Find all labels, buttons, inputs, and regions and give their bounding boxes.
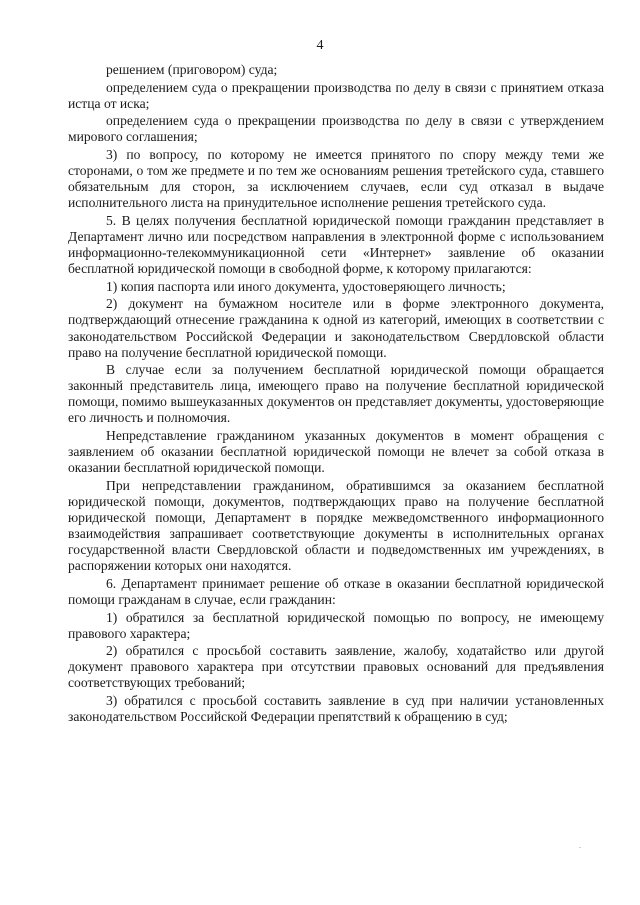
paragraph: 3) по вопросу, по которому не имеется принятого по спору между теми же сторонами, о том же предмете и по тем же основаниям решения третейского суда, ставшего обязательным для сторон, за исключением случаев, если суд отказал в выдаче исполнительного листа на принудительное исполнение решения третейского суда. bbox=[68, 146, 604, 211]
page-number: 4 bbox=[316, 38, 324, 53]
paragraph: определением суда о прекращении производства по делу в связи с утверждением мирового соглашения; bbox=[68, 113, 604, 145]
paragraph: В случае если за получением бесплатной юридической помощи обращается законный представитель лица, имеющего право на получение бесплатной юридической помощи, помимо вышеуказанных документов он представляет документы, удостоверяющие его личность и полномочия. bbox=[68, 362, 604, 426]
paragraph: 6. Департамент принимает решение об отказе в оказании бесплатной юридической помощи гражданам в случае, если гражданин: bbox=[68, 575, 604, 607]
paragraph: Непредставление гражданином указанных документов в момент обращения с заявлением об оказании бесплатной юридической помощи не влечет за собой отказа в оказании бесплатной юридической помощи. bbox=[68, 428, 604, 476]
paragraph: 1) обратился за бесплатной юридической помощью по вопросу, не имеющему правового характера; bbox=[68, 609, 604, 641]
scan-speck bbox=[579, 847, 581, 848]
document-body bbox=[68, 62, 604, 727]
paragraph: решением (приговором) суда; bbox=[106, 62, 278, 77]
paragraph: 2) документ на бумажном носителе или в форме электронного документа, подтверждающий отнесение гражданина к одной из категорий, имеющих в соответствии с законодательством Российской Федерации и законодательством Свердловской области право на получение бесплатной юридической помощи. bbox=[68, 296, 604, 360]
paragraph: 2) обратился с просьбой составить заявление, жалобу, ходатайство или другой документ правового характера при отсутствии правовых оснований для предъявления соответствующих требований; bbox=[68, 643, 604, 691]
paragraph: При непредставлении гражданином, обратившимся за оказанием бесплатной юридической помощи, документов, подтверждающих право на получение бесплатной юридической помощи, Департамент в порядке межведомственного информационного взаимодействия запрашивает соответствующие документы в исполнительных органах государственной власти Свердловской области и подведомственных им учреждениях, в распоряжении которых они находятся. bbox=[68, 477, 604, 574]
paragraph: 1) копия паспорта или иного документа, удостоверяющего личность; bbox=[106, 278, 506, 294]
paragraph: 3) обратился с просьбой составить заявление в суд при наличии установленных законодательством Российской Федерации препятствий к обращению в суд; bbox=[68, 693, 604, 725]
paragraph: 5. В целях получения бесплатной юридической помощи гражданин представляет в Департамент лично или посредством направления в электронной форме с использованием информационно-телекоммуникационной сети «Интернет» заявление об оказании бесплатной юридической помощи в свободной форме, к которому прилагаются: bbox=[68, 212, 604, 277]
paragraph: определением суда о прекращении производства по делу в связи с принятием отказа истца от иска; bbox=[68, 79, 604, 111]
